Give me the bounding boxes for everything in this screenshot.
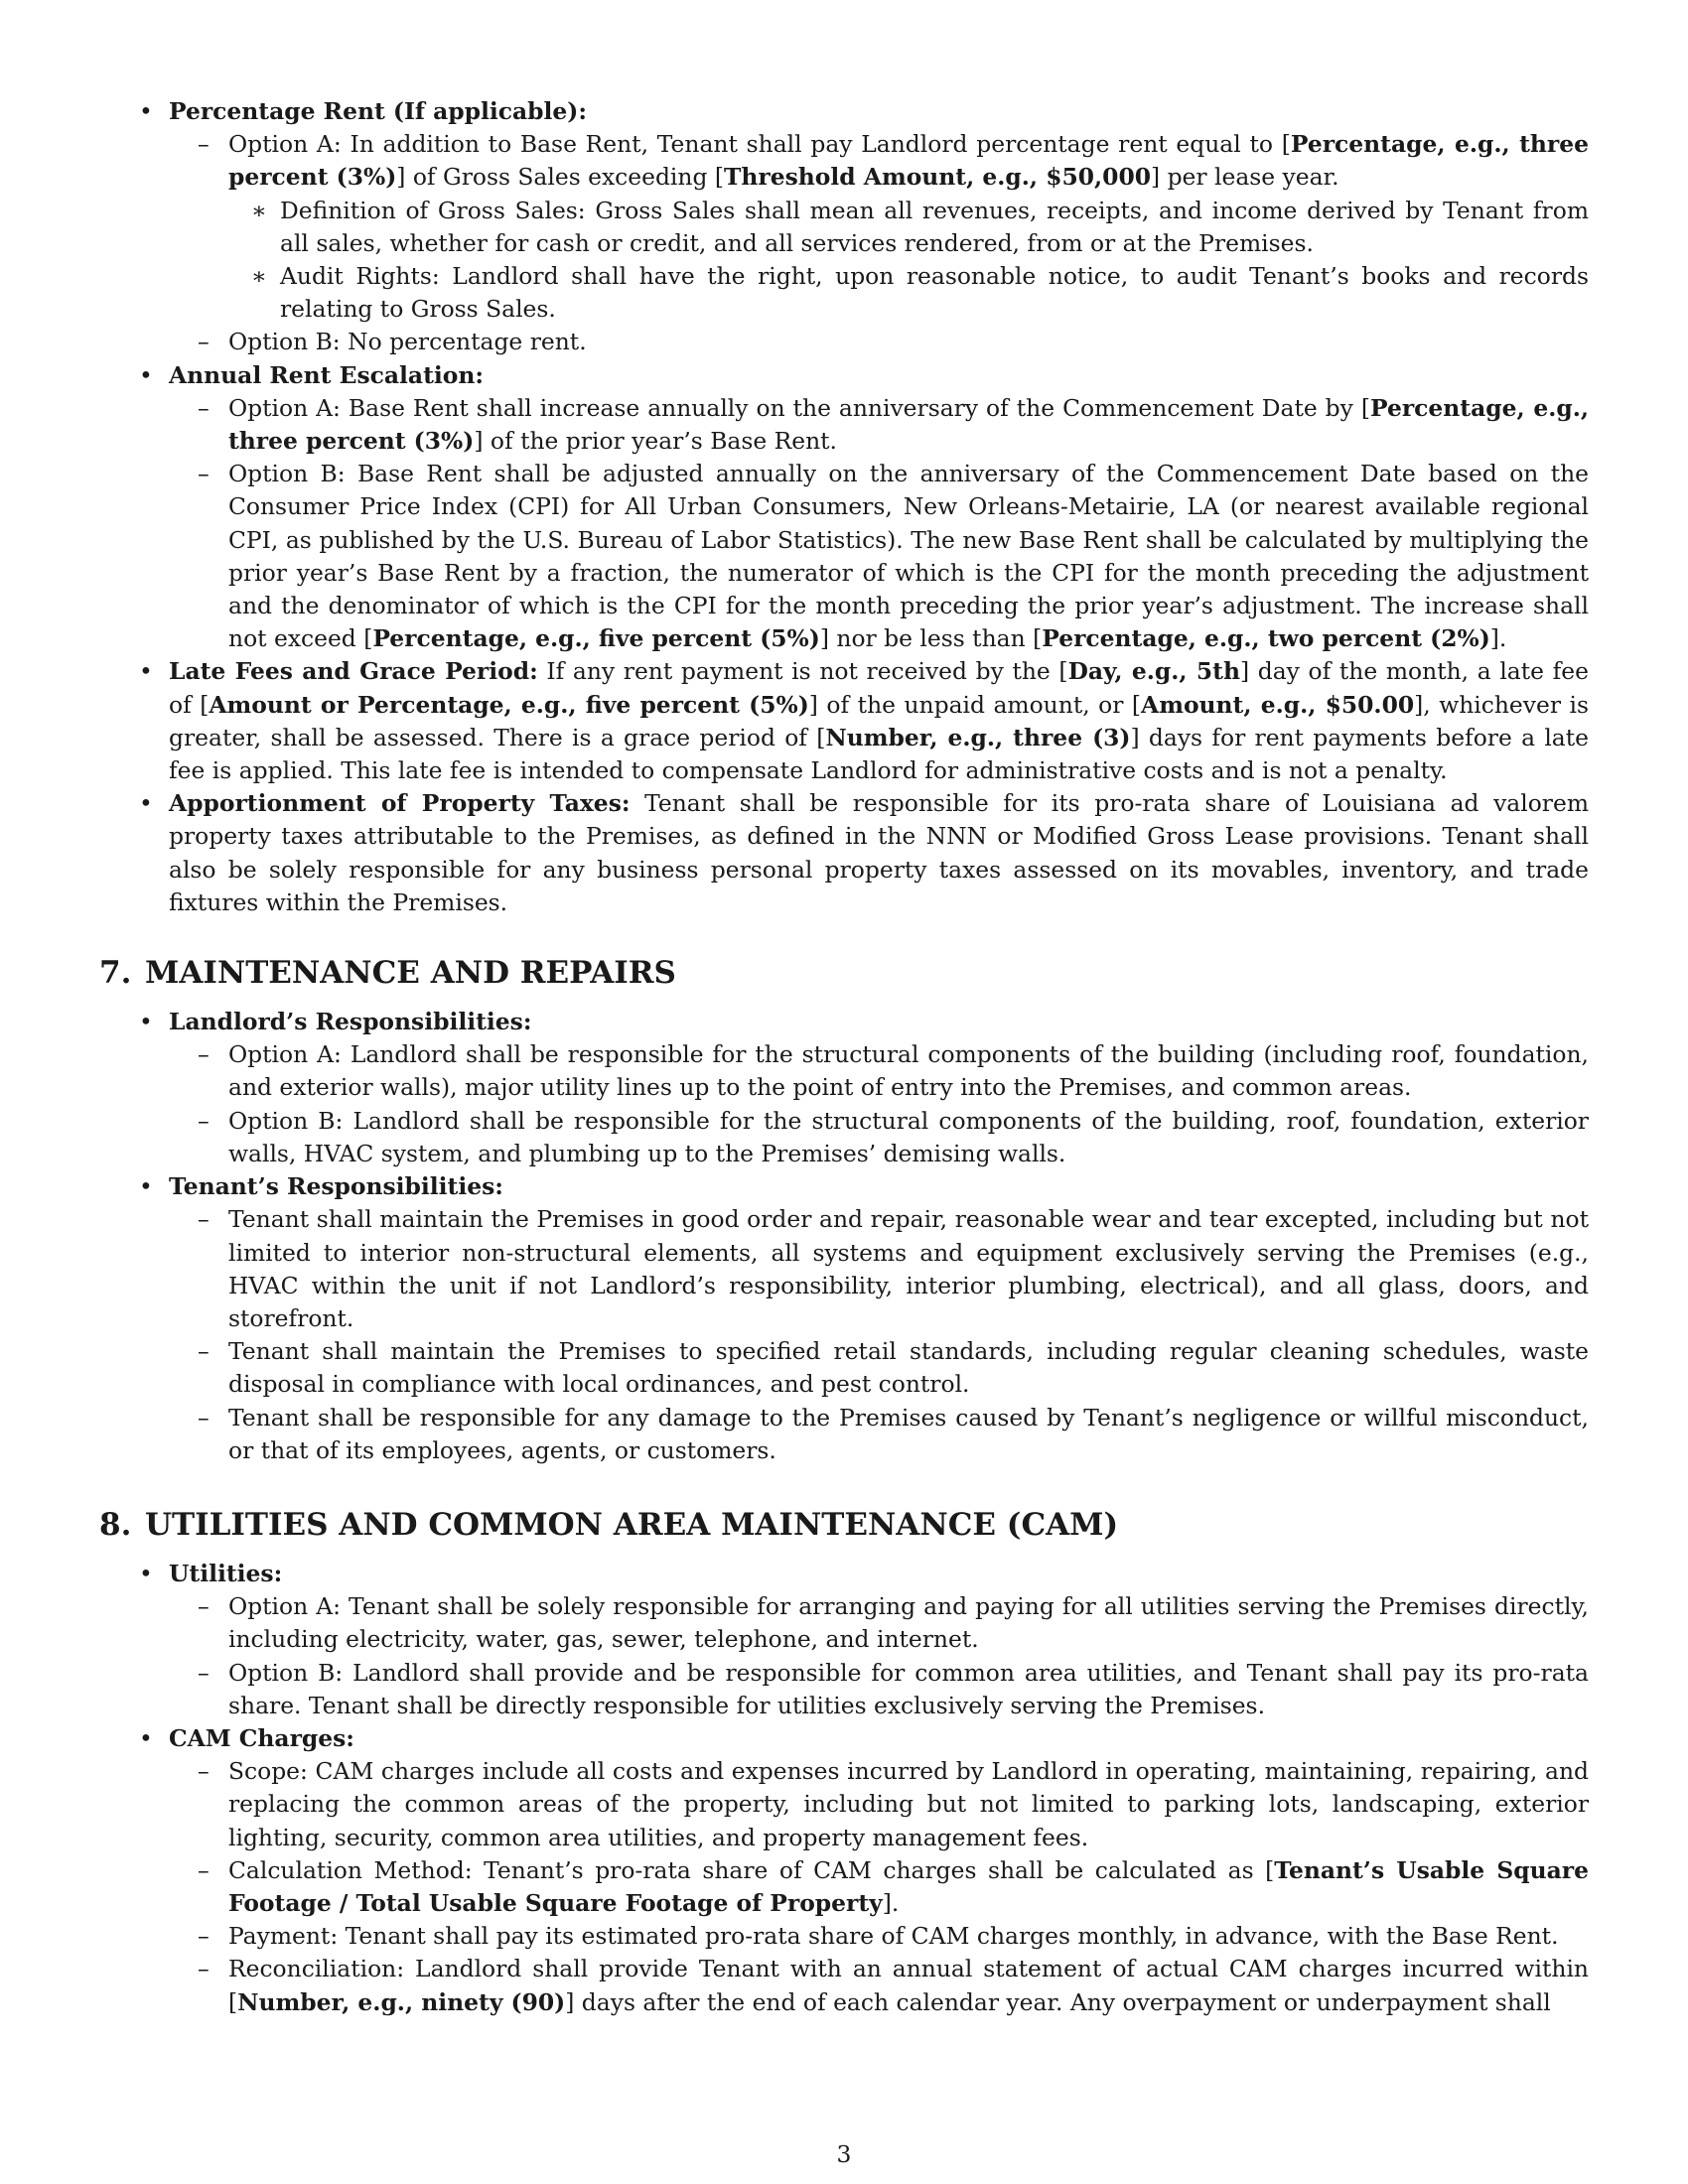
text-run: Option B: No percentage rent. xyxy=(228,328,587,356)
text-run: Option B: Landlord shall be responsible for the structural components of the building, roof, foundation, exterior walls, HVAC system, and plumbing up to the Premises’ demising walls. xyxy=(228,1106,1589,1167)
text-run: ], whichever is greater, shall be assessed. There is a grace period of [ xyxy=(169,690,1589,751)
dash-marker: – xyxy=(198,1922,210,1951)
sub-item-landlord-option-b xyxy=(99,1105,1589,1170)
text-run: ] of the prior year’s Base Rent. xyxy=(474,427,837,456)
text-run: Option A: Base Rent shall increase annually on the anniversary of the Commencement Date by [ xyxy=(228,393,1370,422)
sub-item-cam-payment xyxy=(99,1920,1589,1953)
sub-item-landlord-option-a xyxy=(99,1038,1589,1104)
section-heading-8 xyxy=(99,1505,1589,1545)
list-item-rent-escalation xyxy=(99,359,1589,392)
text-run: Tenant shall be responsible for any damage to the Premises caused by Tenant’s negligence or willful misconduct, or that of its employees, agents, or customers. xyxy=(228,1403,1589,1464)
text-run: ] days for rent payments before a late fee is applied. This late fee is intended to compensate Landlord for administrative costs and is not a penalty. xyxy=(169,723,1589,785)
bullet-marker: • xyxy=(139,1172,153,1201)
dash-marker: – xyxy=(198,130,210,159)
item-heading: Apportionment of Property Taxes: xyxy=(169,789,631,818)
sub-sub-item-gross-sales xyxy=(99,195,1589,260)
sub-item-cam-calculation xyxy=(99,1854,1589,1920)
item-heading: Tenant’s Responsibilities: xyxy=(169,1172,503,1201)
bullet-marker: • xyxy=(139,1008,153,1036)
sub-item-percentage-option-b xyxy=(99,326,1589,358)
maintenance-list xyxy=(99,1006,1589,1467)
text-run: Definition of Gross Sales: Gross Sales shall mean all revenues, receipts, and income derived by Tenant from all sales, whether for cash or credit, and all services rendered, from or at the Premises. xyxy=(280,196,1589,257)
section-title: UTILITIES AND COMMON AREA MAINTENANCE (CAM) xyxy=(145,1506,1119,1543)
item-heading: Utilities: xyxy=(169,1559,283,1587)
text-run: Option A: Tenant shall be solely responsible for arranging and paying for all utilities serving the Premises directly, including electricity, water, gas, sewer, telephone, and internet. xyxy=(228,1592,1589,1654)
list-item-late-fees xyxy=(99,655,1589,787)
section-title: MAINTENANCE AND REPAIRS xyxy=(145,955,676,992)
bullet-marker: • xyxy=(139,789,153,818)
dash-marker: – xyxy=(198,1955,210,1983)
sub-item-escalation-option-a xyxy=(99,392,1589,458)
sub-item-cam-scope xyxy=(99,1755,1589,1854)
text-run: ] per lease year. xyxy=(1151,163,1339,192)
item-heading: Percentage Rent (If applicable): xyxy=(169,97,587,125)
star-marker: ∗ xyxy=(251,262,267,291)
placeholder-field: Percentage, e.g., five percent (5%) xyxy=(372,624,820,653)
sub-item-tenant-3 xyxy=(99,1402,1589,1467)
bullet-marker: • xyxy=(139,657,153,686)
section-number: 8. xyxy=(99,1506,132,1543)
section-heading-7 xyxy=(99,953,1589,993)
list-item-tenant-responsibilities xyxy=(99,1170,1589,1203)
dash-marker: – xyxy=(198,1040,210,1069)
sub-item-cam-reconciliation xyxy=(99,1953,1589,2018)
placeholder-field: Tenant’s Usable Square Footage / Total Usable Square Footage of Property xyxy=(228,1855,1589,1917)
bullet-marker: • xyxy=(139,1559,153,1587)
placeholder-field: Amount, e.g., $50.00 xyxy=(1141,690,1415,719)
list-item-landlord-responsibilities xyxy=(99,1006,1589,1038)
item-heading: CAM Charges: xyxy=(169,1723,354,1752)
text-run: Payment: Tenant shall pay its estimated pro-rata share of CAM charges monthly, in advance, with the Base Rent. xyxy=(228,1922,1559,1951)
page-number: 3 xyxy=(836,2140,852,2168)
sub-item-escalation-option-b xyxy=(99,458,1589,655)
placeholder-field: Percentage, e.g., two percent (2%) xyxy=(1042,624,1490,653)
placeholder-field: Number, e.g., three (3) xyxy=(825,723,1131,751)
star-marker: ∗ xyxy=(251,196,267,224)
dash-marker: – xyxy=(198,1757,210,1786)
dash-marker: – xyxy=(198,393,210,422)
text-run: Reconciliation: Landlord shall provide Tenant with an annual statement of actual CAM charges incurred within [ xyxy=(228,1955,1589,2016)
dash-marker: – xyxy=(198,1403,210,1432)
dash-marker: – xyxy=(198,1855,210,1884)
sub-item-utilities-option-b xyxy=(99,1657,1589,1722)
text-run: ] nor be less than [ xyxy=(819,624,1043,653)
dash-marker: – xyxy=(198,1106,210,1135)
text-run: Audit Rights: Landlord shall have the right, upon reasonable notice, to audit Tenant’s books and records relating to Gross Sales. xyxy=(280,262,1589,324)
placeholder-field: Percentage, e.g., three percent (3%) xyxy=(228,393,1589,456)
text-run: Option A: Landlord shall be responsible for the structural components of the building (including roof, foundation, and exterior walls), major utility lines up to the point of entry into the Premises, and common areas. xyxy=(228,1040,1589,1102)
text-run: ] day of the month, a late fee of [ xyxy=(169,657,1589,719)
item-heading: Annual Rent Escalation: xyxy=(169,360,484,389)
sub-item-utilities-option-a xyxy=(99,1590,1589,1656)
bullet-marker: • xyxy=(139,360,153,389)
list-item-property-taxes xyxy=(99,787,1589,919)
dash-marker: – xyxy=(198,1592,210,1621)
sub-item-tenant-1 xyxy=(99,1203,1589,1335)
bullet-marker: • xyxy=(139,1723,153,1752)
sub-sub-item-audit-rights xyxy=(99,260,1589,326)
text-run: Tenant shall be responsible for its pro-rata share of Louisiana ad valorem property taxes attributable to the Premises, as defined in the NNN or Modified Gross Lease provisions. Tenant shall also be solely responsible for any business personal property taxes assessed on its movables, inventory, and trade fixtures within the Premises. xyxy=(169,789,1589,916)
text-run: ]. xyxy=(882,1888,900,1917)
rent-list xyxy=(99,95,1589,919)
list-item-cam-charges xyxy=(99,1722,1589,1755)
text-run: Tenant shall maintain the Premises in good order and repair, reasonable wear and tear excepted, including but not limited to interior non-structural elements, all systems and equipment exclusively serving the Premises (e.g., HVAC within the unit if not Landlord’s responsibility, interior plumbing, electrical), and all glass, doors, and storefront. xyxy=(228,1205,1589,1332)
text-run: ] days after the end of each calendar year. Any overpayment or underpayment shall xyxy=(565,1987,1551,2016)
dash-marker: – xyxy=(198,1337,210,1366)
placeholder-field: Percentage, e.g., three percent (3%) xyxy=(228,130,1589,192)
text-run: Option B: Landlord shall provide and be responsible for common area utilities, and Tenant shall pay its pro-rata share. Tenant shall be directly responsible for utilities exclusively serving the Premises. xyxy=(228,1658,1589,1719)
utilities-list xyxy=(99,1558,1589,2019)
sub-item-percentage-option-a xyxy=(99,128,1589,194)
section-number: 7. xyxy=(99,955,132,992)
text-run: Scope: CAM charges include all costs and expenses incurred by Landlord in operating, maintaining, repairing, and replacing the common areas of the property, including but not limited to parking lots, landscaping, exterior lighting, security, common area utilities, and property management fees. xyxy=(228,1757,1589,1851)
sub-item-tenant-2 xyxy=(99,1335,1589,1401)
bullet-marker: • xyxy=(139,97,153,125)
placeholder-field: Day, e.g., 5th xyxy=(1067,657,1240,686)
dash-marker: – xyxy=(198,460,210,488)
placeholder-field: Threshold Amount, e.g., $50,000 xyxy=(724,163,1152,192)
text-run: Calculation Method: Tenant’s pro-rata share of CAM charges shall be calculated as [ xyxy=(228,1855,1275,1884)
page-content xyxy=(99,95,1589,2019)
placeholder-field: Amount or Percentage, e.g., five percent (5%) xyxy=(209,690,809,719)
list-item-percentage-rent xyxy=(99,95,1589,128)
text-run: Tenant shall maintain the Premises to specified retail standards, including regular cleaning schedules, waste disposal in compliance with local ordinances, and pest control. xyxy=(228,1337,1589,1399)
text-run: ] of the unpaid amount, or [ xyxy=(808,690,1142,719)
text-run: If any rent payment is not received by the [ xyxy=(537,657,1068,686)
item-heading: Late Fees and Grace Period: xyxy=(169,657,538,686)
text-run: Option B: Base Rent shall be adjusted annually on the anniversary of the Commencement Date based on the Consumer Price Index (CPI) for All Urban Consumers, New Orleans-Metairie, LA (or nearest available regional CPI, as published by the U.S. Bureau of Labor Statistics). The new Base Rent shall be calculated by multiplying the prior year’s Base Rent by a fraction, the numerator of which is the CPI for the month preceding the adjustment and the denominator of which is the CPI for the month preceding the prior year’s adjustment. The increase shall not exceed [ xyxy=(228,460,1589,653)
text-run: ]. xyxy=(1489,624,1507,653)
item-heading: Landlord’s Responsibilities: xyxy=(169,1008,532,1036)
dash-marker: – xyxy=(198,328,210,356)
list-item-utilities xyxy=(99,1558,1589,1590)
text-run: Option A: In addition to Base Rent, Tenant shall pay Landlord percentage rent equal to [ xyxy=(228,130,1291,159)
text-run: ] of Gross Sales exceeding [ xyxy=(396,163,725,192)
dash-marker: – xyxy=(198,1658,210,1687)
dash-marker: – xyxy=(198,1205,210,1234)
placeholder-field: Number, e.g., ninety (90) xyxy=(237,1987,566,2016)
